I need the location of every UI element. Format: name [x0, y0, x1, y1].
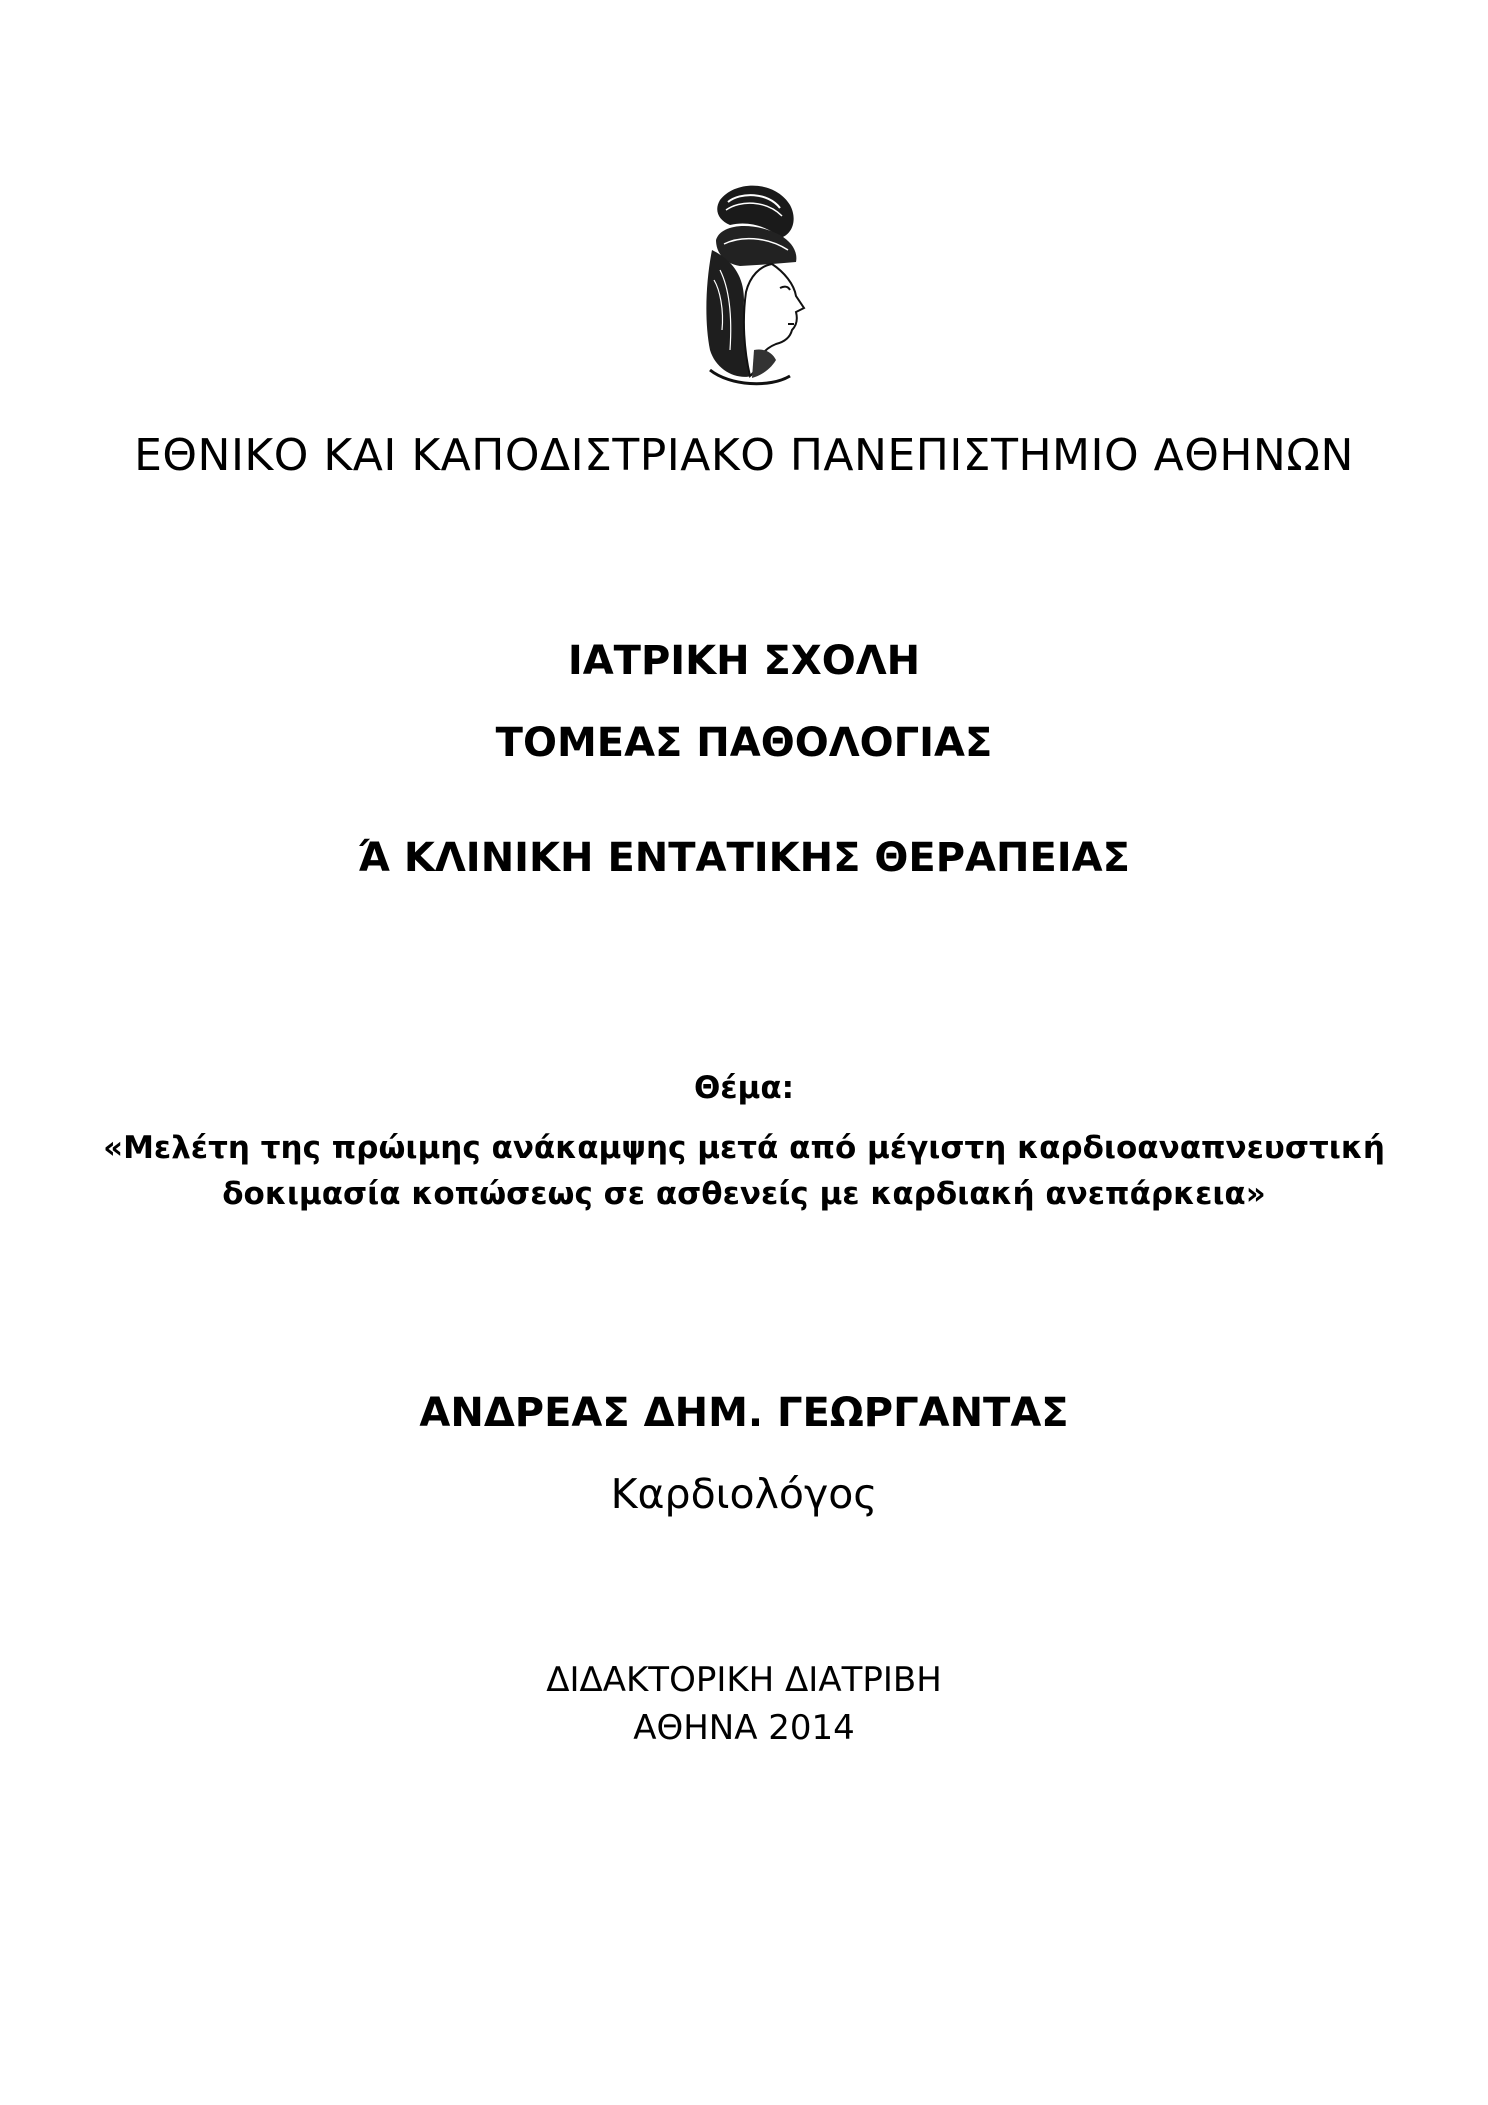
- author-profession: Καρδιολόγος: [610, 1470, 878, 1518]
- university-name: ΕΘΝΙΚΟ ΚΑΙ ΚΑΠΟΔΙΣΤΡΙΑΚΟ ΠΑΝΕΠΙΣΤΗΜΙΟ ΑΘΗΝΩΝ: [134, 430, 1354, 481]
- topic-title-line-1: «Μελέτη της πρώιμης ανάκαμψης μετά από μέγιστη καρδιοαναπνευστική: [103, 1130, 1385, 1166]
- athena-helmet-emblem-icon: [680, 180, 830, 390]
- clinic-name: Ά ΚΛΙΝΙΚΗ ΕΝΤΑΤΙΚΗΣ ΘΕΡΑΠΕΙΑΣ: [358, 835, 1130, 881]
- school-name: ΙΑΤΡΙΚΗ ΣΧΟΛΗ: [567, 638, 921, 684]
- place-and-year: ΑΘΗΝΑ 2014: [633, 1708, 855, 1748]
- topic-title-line-2: δοκιμασία κοπώσεως σε ασθενείς με καρδιακή ανεπάρκεια»: [222, 1176, 1266, 1212]
- topic-label: Θέμα:: [693, 1070, 795, 1106]
- thesis-type: ΔΙΔΑΚΤΟΡΙΚΗ ΔΙΑΤΡΙΒΗ: [546, 1660, 942, 1700]
- author-name: ΑΝΔΡΕΑΣ ΔΗΜ. ΓΕΩΡΓΑΝΤΑΣ: [419, 1390, 1069, 1436]
- sector-name: ΤΟΜΕΑΣ ΠΑΘΟΛΟΓΙΑΣ: [495, 720, 993, 766]
